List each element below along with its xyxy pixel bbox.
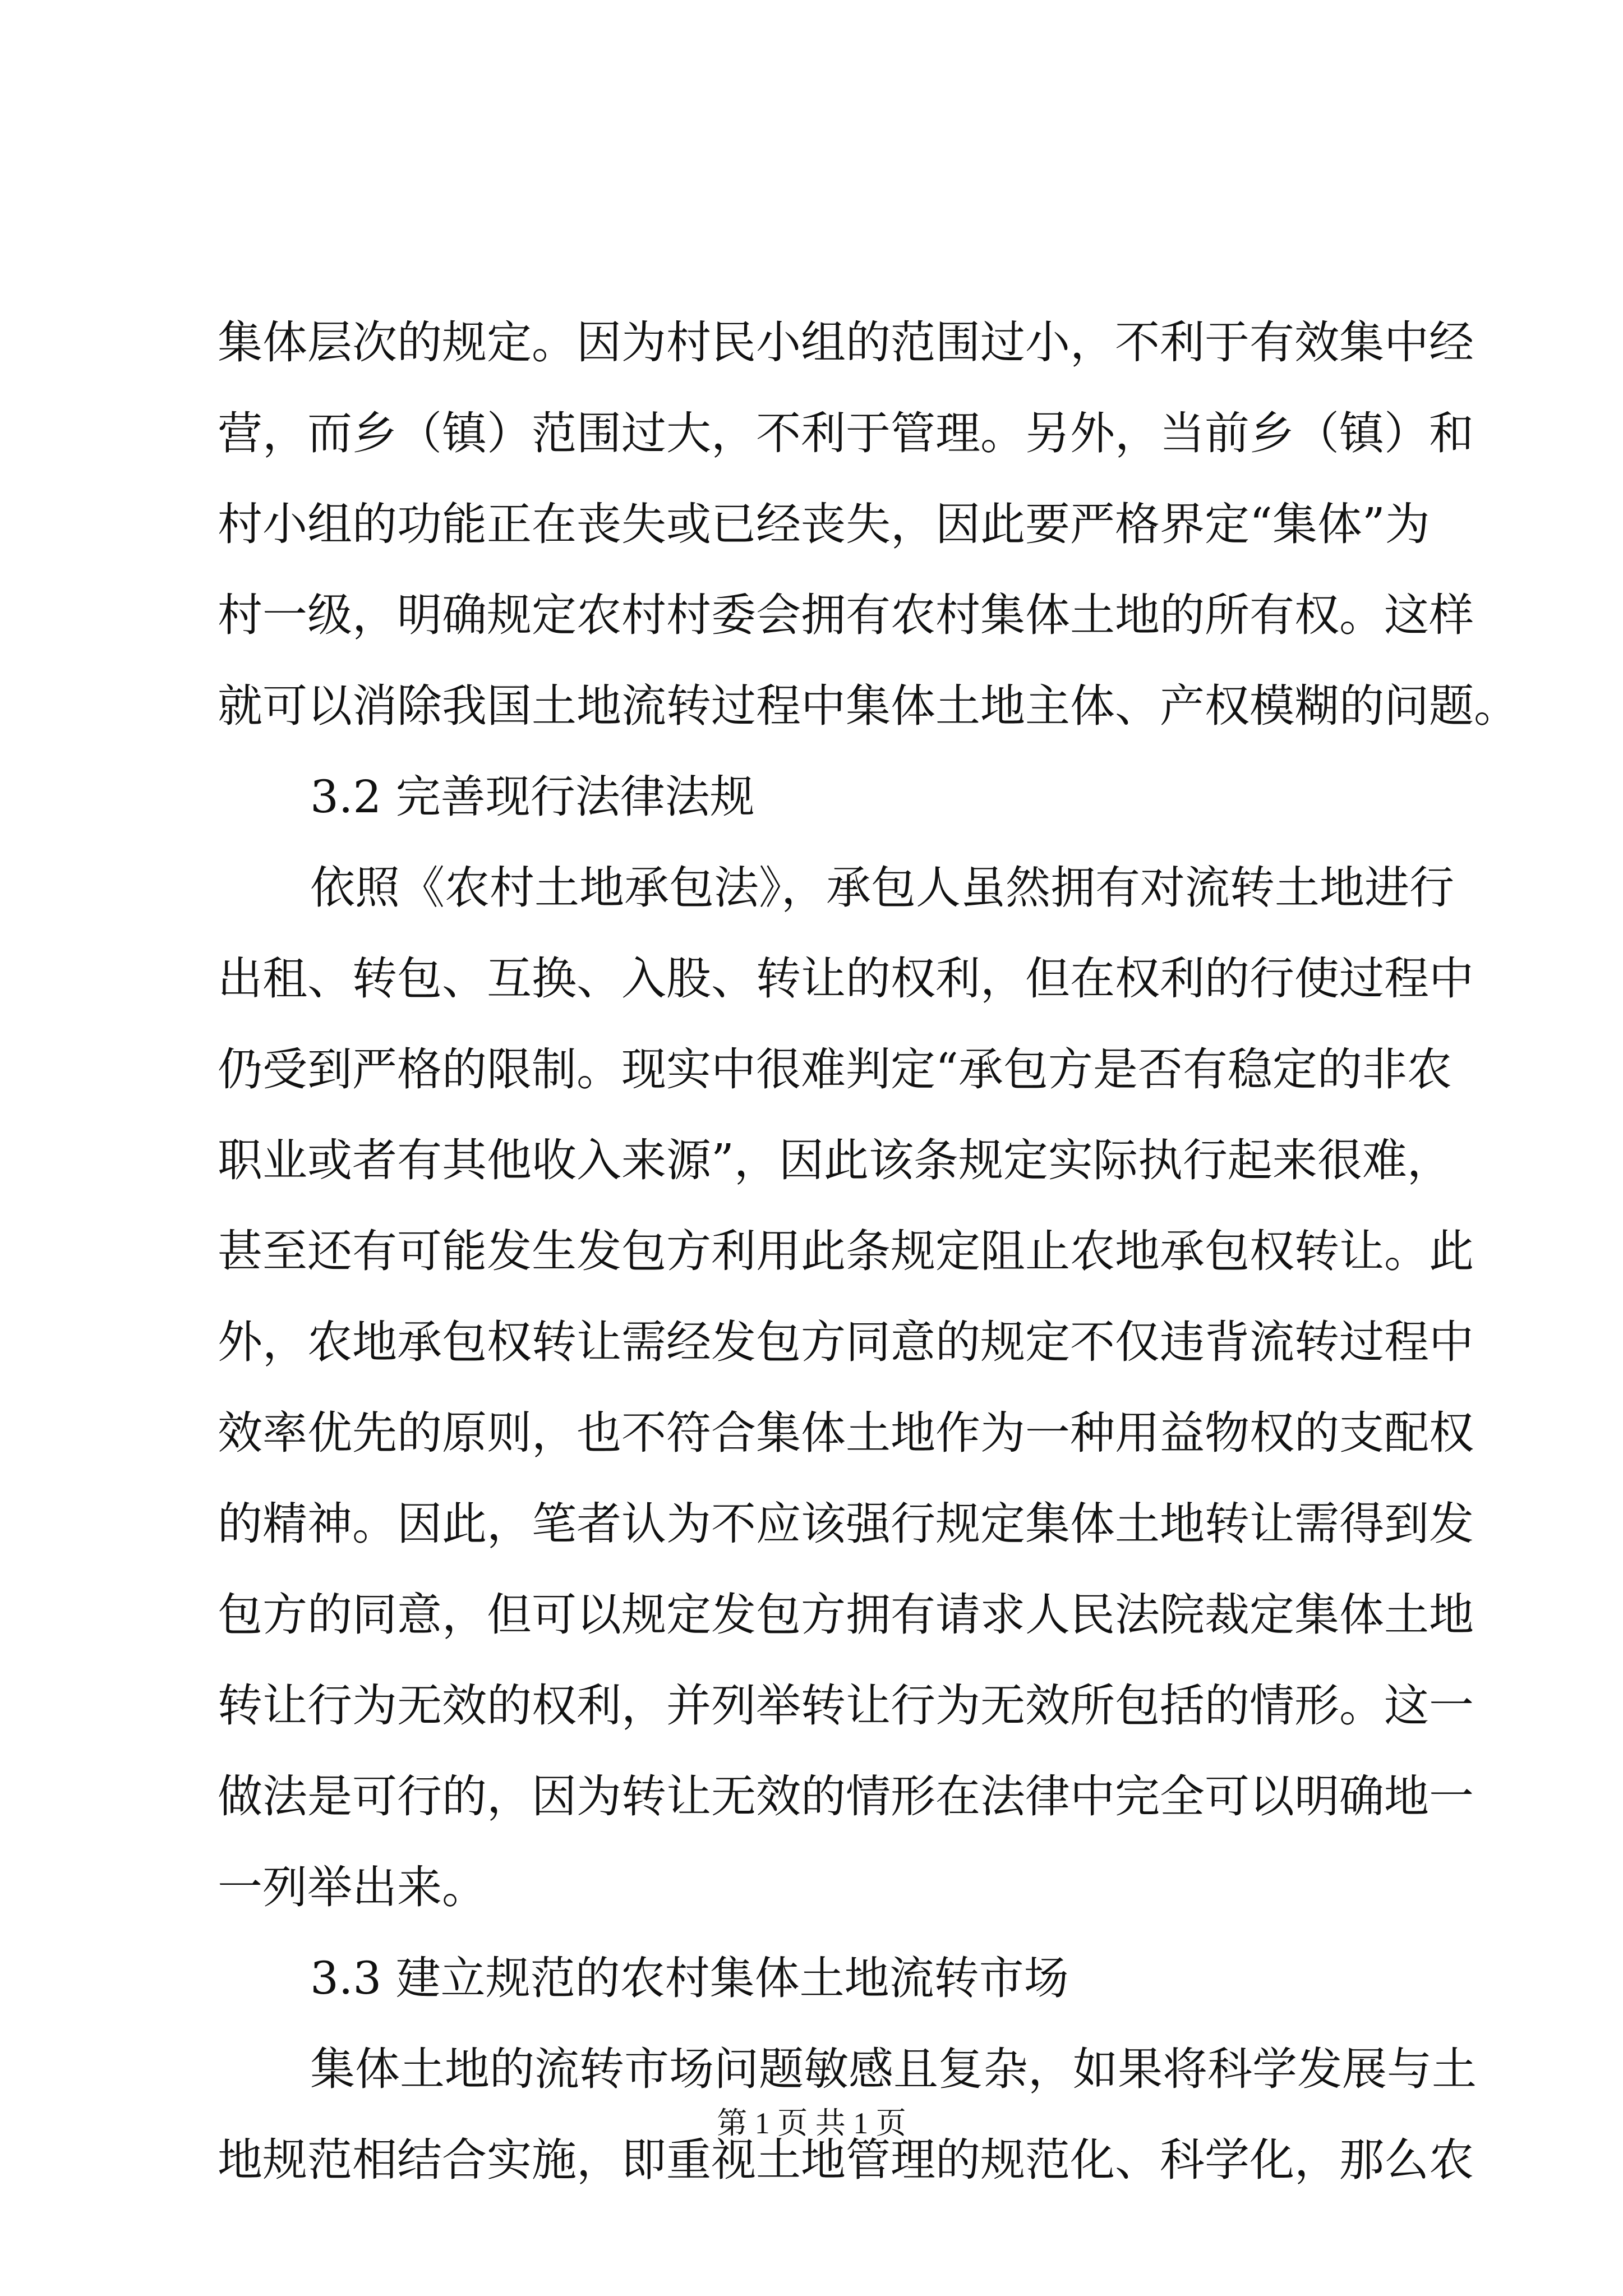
text-line: 转让行为无效的权利，并列举转让行为无效所包括的情形。这一 bbox=[218, 1680, 1474, 1732]
text-line: 村小组的功能正在丧失或已经丧失，因此要严格界定“集体”为 bbox=[218, 498, 1430, 550]
text-line: 就可以消除我国土地流转过程中集体土地主体、产权模糊的问题。 bbox=[218, 680, 1519, 732]
document-body bbox=[218, 297, 1519, 2206]
section-heading-3-2: 3.2 完善现行法律法规 bbox=[310, 771, 755, 823]
text-line: 一列举出来。 bbox=[218, 1861, 487, 1913]
section-heading-3-3: 3.3 建立规范的农村集体土地流转市场 bbox=[310, 1952, 1069, 2004]
text-line: 营，而乡（镇）范围过大，不利于管理。另外，当前乡（镇）和 bbox=[218, 407, 1474, 459]
text-line: 集体层次的规定。因为村民小组的范围过小，不利于有效集中经 bbox=[218, 316, 1474, 369]
text-line: 仍受到严格的限制。现实中很难判定“承包方是否有稳定的非农 bbox=[218, 1043, 1452, 1096]
text-line: 效率优先的原则，也不符合集体土地作为一种用益物权的支配权 bbox=[218, 1407, 1474, 1459]
text-line: 地规范相结合实施，即重视土地管理的规范化、科学化，那么农 bbox=[218, 2134, 1474, 2186]
paragraph-start-line: 依照《农村土地承包法》，承包人虽然拥有对流转土地进行 bbox=[310, 862, 1454, 914]
page-footer: 第 1 页 共 1 页 bbox=[717, 2106, 906, 2140]
text-line: 包方的同意，但可以规定发包方拥有请求人民法院裁定集体土地 bbox=[218, 1589, 1474, 1641]
paragraph-start-line: 集体土地的流转市场问题敏感且复杂，如果将科学发展与土 bbox=[310, 2043, 1477, 2095]
text-line: 职业或者有其他收入来源”，因此该条规定实际执行起来很难， bbox=[218, 1134, 1452, 1186]
text-line: 出租、转包、互换、入股、转让的权利，但在权利的行使过程中 bbox=[218, 953, 1474, 1005]
text-line: 做法是可行的，因为转让无效的情形在法律中完全可以明确地一 bbox=[218, 1770, 1474, 1823]
text-line: 外，农地承包权转让需经发包方同意的规定不仅违背流转过程中 bbox=[218, 1316, 1474, 1368]
text-line: 甚至还有可能发生发包方利用此条规定阻止农地承包权转让。此 bbox=[218, 1225, 1474, 1277]
text-line: 村一级，明确规定农村村委会拥有农村集体土地的所有权。这样 bbox=[218, 589, 1474, 641]
text-line: 的精神。因此，笔者认为不应该强行规定集体土地转让需得到发 bbox=[218, 1498, 1474, 1550]
